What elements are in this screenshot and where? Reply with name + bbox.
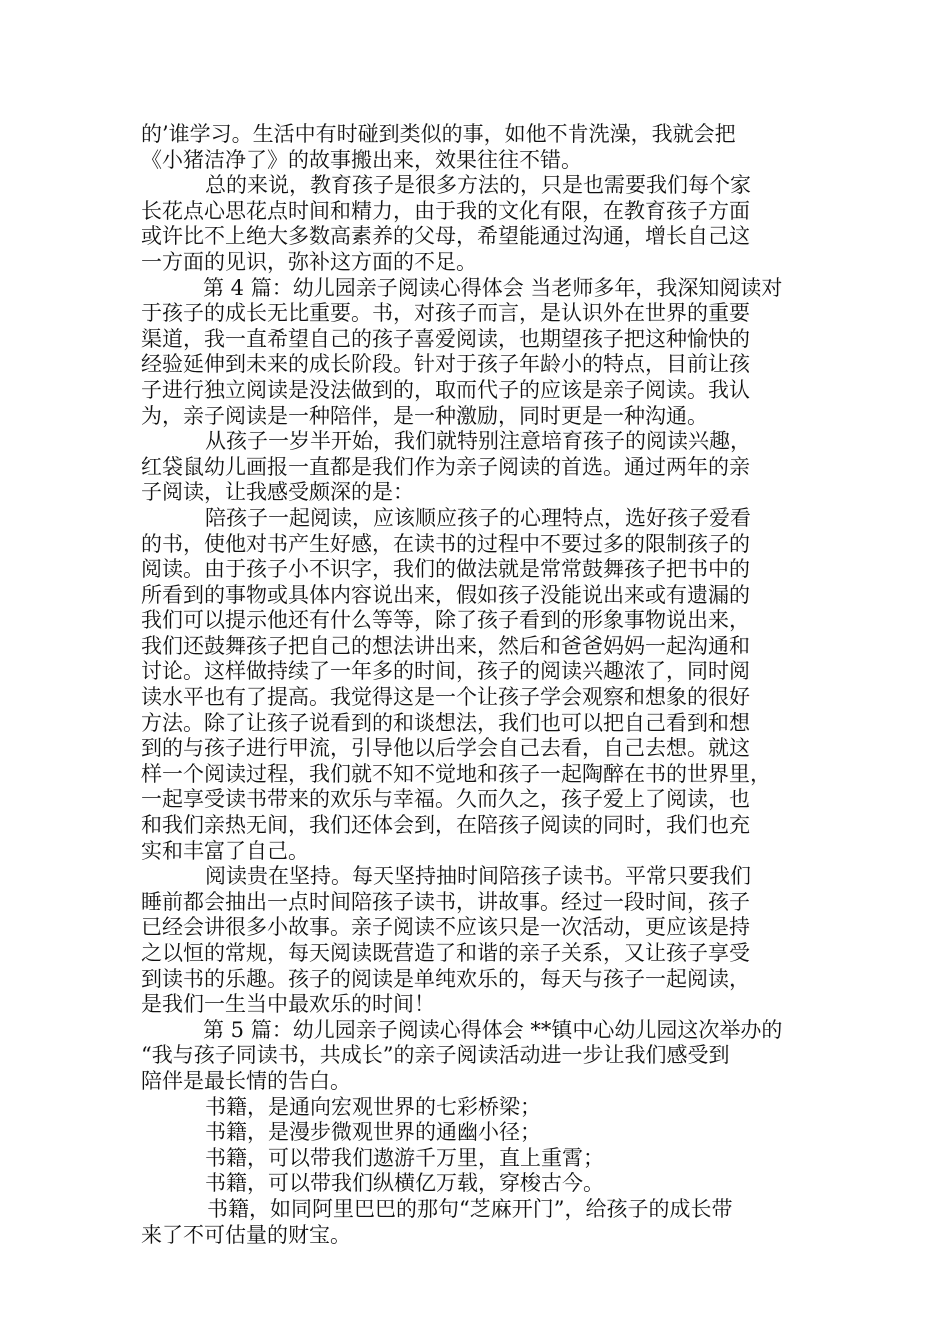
- text-line: 睡前都会抽出一点时间陪孩子读书，讲故事。经过一段时间，孩子: [141, 889, 750, 914]
- text-line: 的书，使他对书产生好感，在读书的过程中不要过多的限制孩子的: [141, 531, 750, 556]
- text-line: 到的与孩子进行甲流，引导他以后学会自己去看，自己去想。就这: [141, 736, 750, 761]
- text-line: 或许比不上绝大多数高素养的父母，希望能通过沟通，增长自己这: [141, 224, 750, 249]
- text-line: “我与孩子同读书，共成长”的亲子阅读活动进一步让我们感受到: [141, 1043, 730, 1068]
- text-line: 的’谁学习。生活中有时碰到类似的事，如他不肯洗澡，我就会把: [141, 122, 736, 146]
- text-line: 到读书的乐趣。孩子的阅读是单纯欢乐的，每天与孩子一起阅读，: [141, 966, 750, 991]
- text-line: 陪孩子一起阅读，应该顺应孩子的心理特点，选好孩子爱看: [205, 505, 751, 530]
- text-line: 书籍，可以带我们遨游千万里，直上重霄；: [205, 1145, 604, 1170]
- text-line: 是我们一生当中最欢乐的时间！: [141, 992, 435, 1017]
- text-line: 子进行独立阅读是没法做到的，取而代子的应该是亲子阅读。我认: [141, 377, 750, 402]
- text-line: 第 4 篇：幼儿园亲子阅读心得体会 当老师多年，我深知阅读对: [203, 275, 783, 300]
- text-line: 阅读贵在坚持。每天坚持抽时间陪孩子读书。平常只要我们: [205, 864, 751, 889]
- text-line: 和我们亲热无间，我们还体会到，在陪孩子阅读的同时，我们也充: [141, 813, 750, 838]
- text-line: 子阅读，让我感受颇深的是：: [141, 480, 414, 505]
- text-line: 经验延伸到未来的成长阶段。针对于孩子年龄小的特点，目前让孩: [141, 352, 750, 377]
- text-line: 来了不可估量的财宝。: [141, 1222, 351, 1247]
- text-line: 渠道，我一直希望自己的孩子喜爱阅读，也期望孩子把这种愉快的: [141, 326, 750, 351]
- text-line: 从孩子一岁半开始，我们就特别注意培育孩子的阅读兴趣，: [205, 429, 751, 454]
- text-line: 书籍，是漫步微观世界的通幽小径；: [205, 1120, 541, 1145]
- text-line: 于孩子的成长无比重要。书，对孩子而言，是认识外在世界的重要: [141, 301, 750, 326]
- text-line: 第 5 篇：幼儿园亲子阅读心得体会 **镇中心幼儿园这次举办的: [203, 1017, 783, 1042]
- text-line: 书籍，可以带我们纵横亿万载，穿梭古今。: [205, 1171, 604, 1196]
- text-line: 阅读。由于孩子小不识字，我们的做法就是常常鼓舞孩子把书中的: [141, 557, 750, 582]
- text-line: 一起享受读书带来的欢乐与幸福。久而久之，孩子爱上了阅读，也: [141, 787, 750, 812]
- document-body: [141, 122, 821, 1248]
- text-line: 书籍，如同阿里巴巴的那句“芝麻开门”，给孩子的成长带: [207, 1196, 733, 1221]
- text-line: 长花点心思花点时间和精力，由于我的文化有限，在教育孩子方面: [141, 198, 750, 223]
- text-line: 已经会讲很多小故事。亲子阅读不应该只是一次活动，更应该是持: [141, 915, 750, 940]
- text-line: 书籍，是通向宏观世界的七彩桥梁；: [205, 1094, 541, 1119]
- text-line: 之以恒的常规，每天阅读既营造了和谐的亲子关系，又让孩子享受: [141, 941, 750, 965]
- text-line: 我们还鼓舞孩子把自己的想法讲出来，然后和爸爸妈妈一起沟通和: [141, 633, 750, 658]
- text-line: 红袋鼠幼儿画报一直都是我们作为亲子阅读的首选。通过两年的亲: [141, 454, 750, 479]
- text-line: 读水平也有了提高。我觉得这是一个让孩子学会观察和想象的很好: [141, 685, 750, 710]
- text-line: 陪伴是最长情的告白。: [141, 1068, 351, 1093]
- text-line: 我们可以提示他还有什么等等，除了孩子看到的形象事物说出来，: [141, 608, 750, 633]
- text-line: 总的来说，教育孩子是很多方法的，只是也需要我们每个家: [205, 173, 751, 198]
- text-line: 讨论。这样做持续了一年多的时间，孩子的阅读兴趣浓了，同时阅: [141, 659, 750, 684]
- text-line: 方法。除了让孩子说看到的和谈想法，我们也可以把自己看到和想: [141, 710, 750, 735]
- text-line: 《小猪洁净了》的故事搬出来，效果往往不错。: [141, 147, 582, 172]
- text-line: 实和丰富了自己。: [141, 838, 309, 863]
- text-line: 样一个阅读过程，我们就不知不觉地和孩子一起陶醉在书的世界里，: [141, 761, 771, 786]
- text-line: 所看到的事物或具体内容说出来，假如孩子没能说出来或有遗漏的: [141, 582, 750, 607]
- text-line: 一方面的见识，弥补这方面的不足。: [141, 249, 477, 274]
- text-line: 为，亲子阅读是一种陪伴，是一种激励，同时更是一种沟通。: [141, 403, 708, 428]
